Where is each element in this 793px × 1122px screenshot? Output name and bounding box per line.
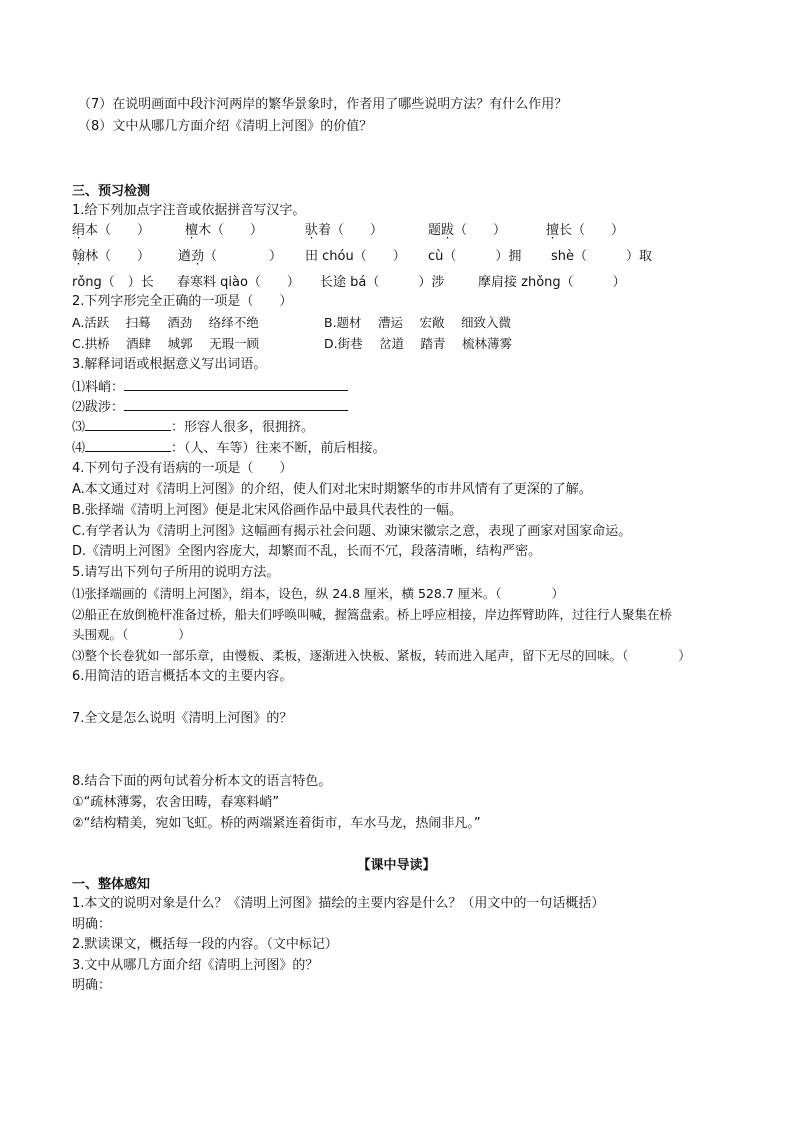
definition-item: ⑴料峭： [72, 378, 348, 397]
option-b: B.题材 漕运 宏敞 细致入微 [324, 315, 511, 330]
option-d: D.街巷 岔道 踏青 梳林薄雾 [324, 336, 513, 351]
section-title-in-class-guide: 【课中导读】 [357, 858, 436, 873]
answer-blank[interactable] [124, 398, 348, 411]
question-1: 1.给下列加点字注音或依据拼音写汉字。 [72, 203, 306, 218]
answer-label: 明确： [72, 917, 112, 932]
answer-blank[interactable] [85, 439, 171, 452]
option-a: A.活跃 扫蓦 酒劲 络绎不绝 [72, 315, 259, 330]
pinyin-item: 田 chóu（ ） [305, 249, 406, 264]
method-item: ⑴张择端画的《清明上河图》，绢本，设色，纵 24.8 厘米，横 528.7 厘米。（ ） [72, 586, 565, 601]
pinyin-item: 翰林（ ） [72, 249, 151, 264]
guide-question-3: 3.文中从哪几方面介绍《清明上河图》的？ [72, 958, 319, 973]
question-4: 4.下列句子没有语病的一项是（ ） [72, 461, 293, 476]
question-6: 6.用简洁的语言概括本文的主要内容。 [72, 669, 293, 684]
pinyin-item: 绢本（ ） [72, 223, 151, 238]
pinyin-item: 擅长（ ） [546, 223, 625, 238]
pinyin-item: shè（ ）取 [551, 249, 653, 264]
pinyin-item: rǒng（ ）长 [72, 275, 154, 290]
answer-blank[interactable] [85, 418, 171, 431]
section-heading-overall: 一、整体感知 [72, 877, 151, 892]
method-item-continued: 头围观。（ ） [72, 627, 191, 642]
pinyin-item: 檀木（ ） [185, 223, 264, 238]
guide-question-1: 1.本文的说明对象是什么？《清明上河图》描绘的主要内容是什么？（用文中的一句话概括） [72, 896, 605, 911]
option-b: B.张择端《清明上河图》便是北宋风俗画作品中最具代表性的一幅。 [72, 503, 463, 518]
question-3: 3.解释词语或根据意义写出词语。 [72, 357, 267, 372]
method-item: ⑶整个长卷犹如一部乐章，由慢板、柔板，逐渐进入快板、紧板，转而进入尾声，留下无尽的回味。（ ） [72, 648, 691, 663]
pinyin-item: 春寒料 qiào（ ） [177, 275, 300, 290]
pinyin-item: 长途 bá（ ）涉 [320, 275, 445, 290]
pinyin-item: 遒劲（ ） [178, 249, 283, 264]
pinyin-item: 驮着（ ） [305, 223, 384, 238]
fill-word-item: ⑶ ：形容人很多，很拥挤。 [72, 420, 315, 435]
question-5: 5.请写出下列句子所用的说明方法。 [72, 565, 280, 580]
guide-question-2: 2.默读课文，概括每一段的内容。（文中标记） [72, 937, 338, 952]
section-heading-preview-check: 三、预习检测 [72, 184, 151, 199]
quote-item: ②“结构精美，宛如飞虹。桥的两端紧连着街市，车水马龙，热闹非凡。” [72, 816, 481, 831]
pinyin-item: 摩肩接 zhǒng（ ） [478, 275, 626, 290]
definition-item: ⑵跋涉： [72, 398, 348, 417]
quote-item: ①“疏林薄雾，农舍田畴，春寒料峭” [72, 795, 280, 810]
fill-word-item: ⑷ ：（人、车等）往来不断，前后相接。 [72, 441, 386, 456]
option-c: C.有学者认为《清明上河图》这幅画有揭示社会问题、劝谏宋徽宗之意，表现了画家对国家命运。 [72, 524, 632, 539]
question-7: 7.全文是怎么说明《清明上河图》的？ [72, 711, 293, 726]
question-2: 2.下列字形完全正确的一项是（ ） [72, 294, 293, 309]
answer-blank[interactable] [124, 378, 348, 391]
question-8-top: （8）文中从哪几方面介绍《清明上河图》的价值？ [78, 119, 373, 134]
method-item: ⑵船正在放倒桅杆准备过桥，船夫们呼唤叫喊，握篙盘索。桥上呼应相接，岸边挥臂助阵，过往行人聚集在桥 [72, 607, 673, 622]
question-7-top: （7）在说明画面中段汴河两岸的繁华景象时，作者用了哪些说明方法？有什么作用？ [78, 97, 568, 112]
option-a: A.本文通过对《清明上河图》的介绍，使人们对北宋时期繁华的市井风情有了更深的了解。 [72, 482, 592, 497]
option-d: D.《清明上河图》全图内容庞大，却繁而不乱，长而不冗，段落清晰，结构严密。 [72, 544, 542, 559]
pinyin-item: 题跋（ ） [428, 223, 507, 238]
option-c: C.拱桥 酒肆 城郭 无瑕一顾 [72, 336, 260, 351]
answer-label: 明确： [72, 978, 112, 993]
question-8: 8.结合下面的两句试着分析本文的语言特色。 [72, 774, 332, 789]
pinyin-item: cù（ ）拥 [428, 249, 522, 264]
